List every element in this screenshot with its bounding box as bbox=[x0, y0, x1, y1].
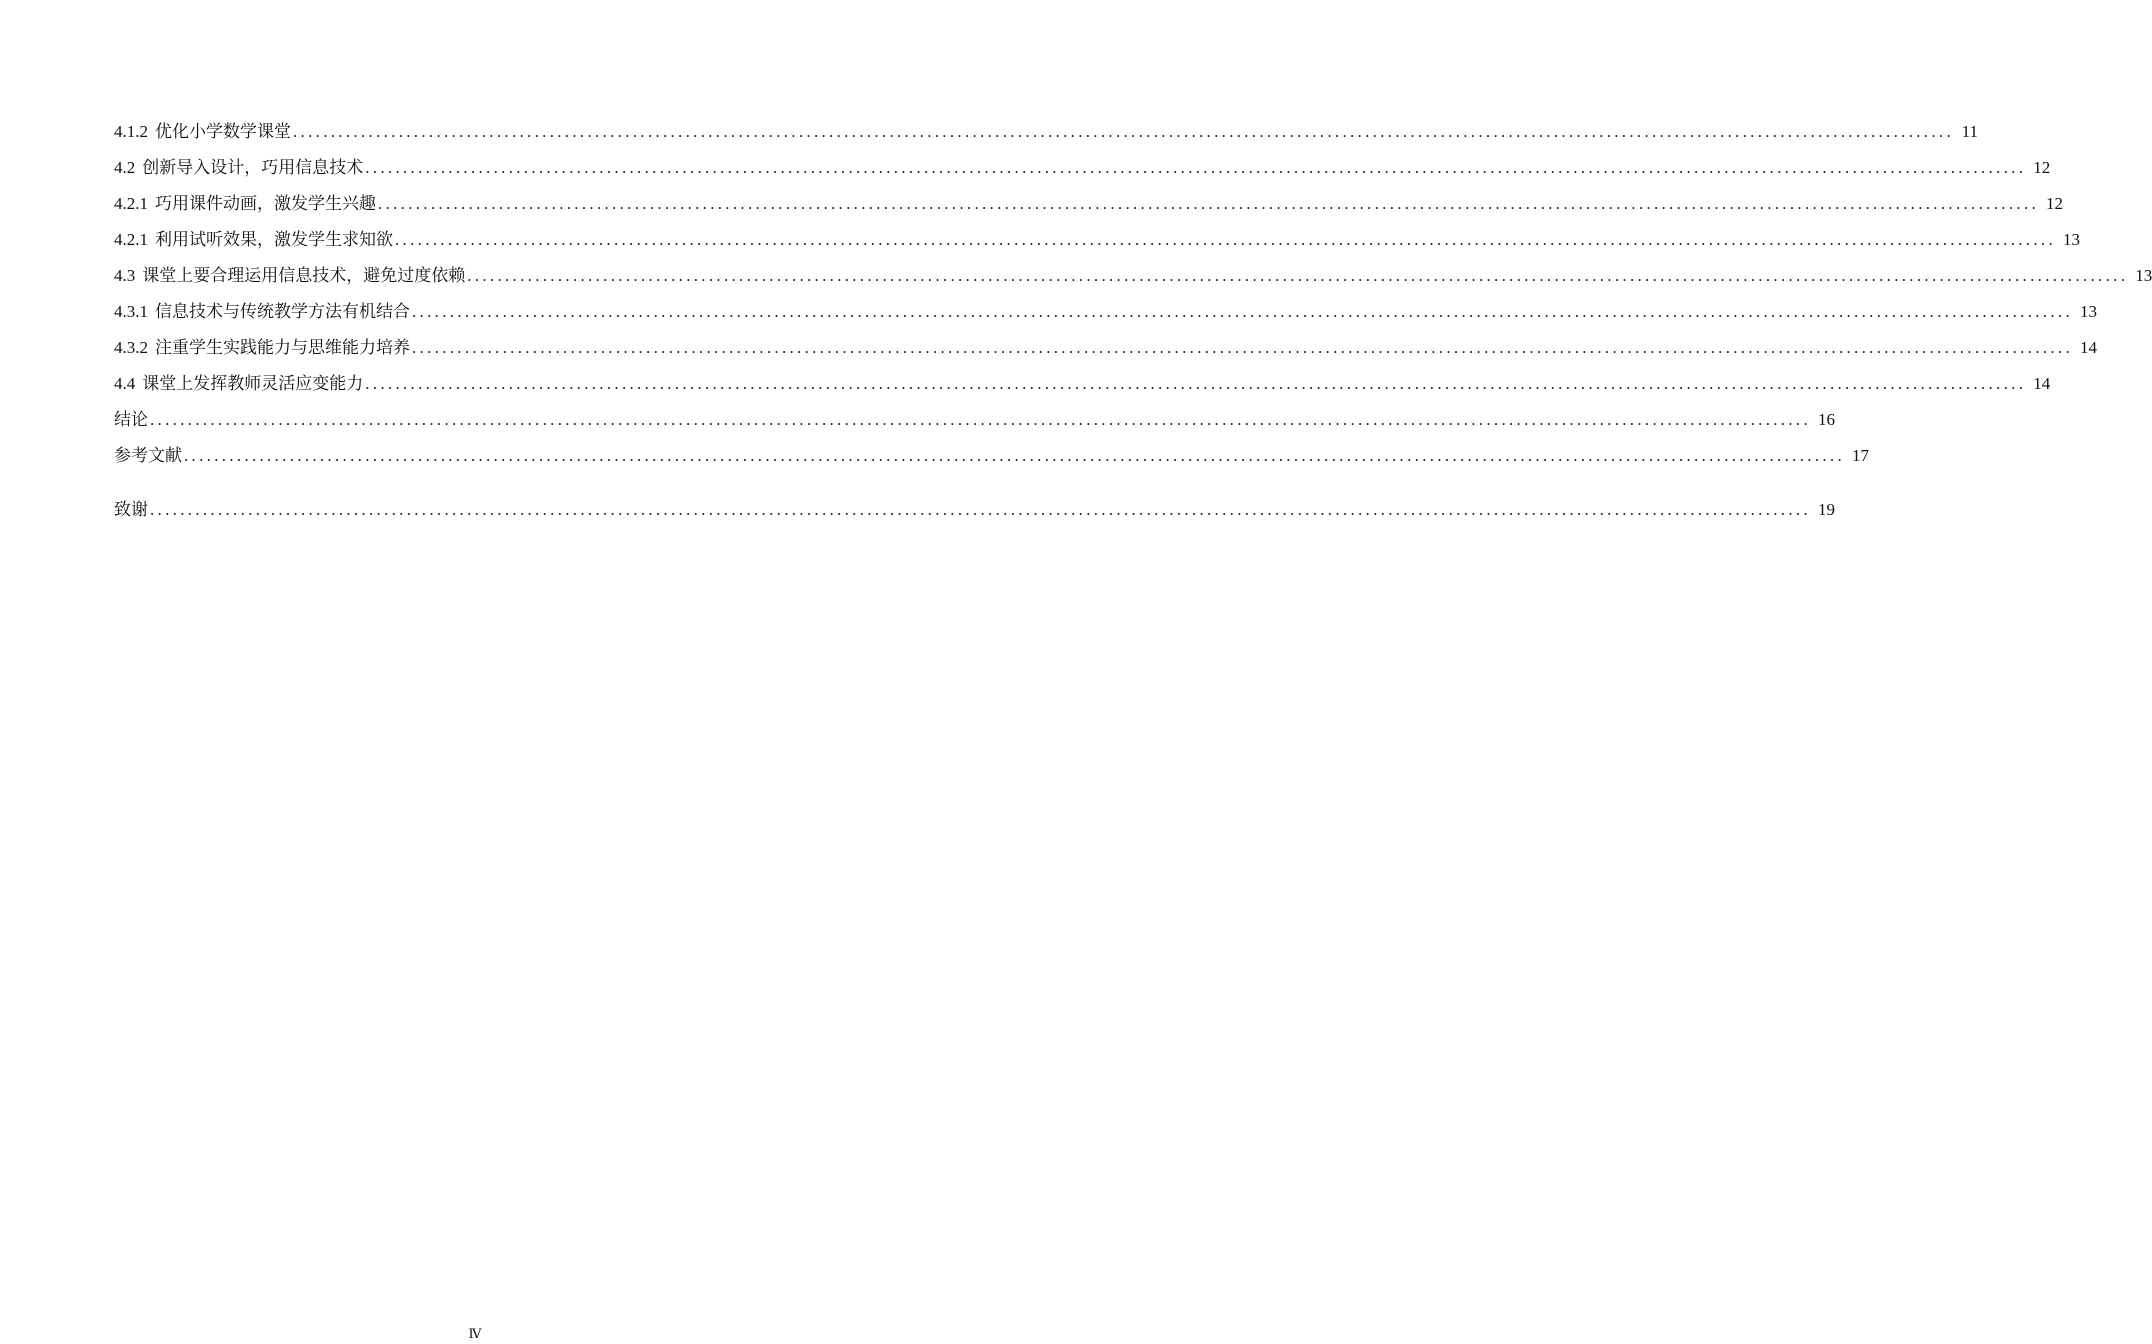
toc-dot-leader: ............................................................................................................................................................................................................................ bbox=[365, 374, 2027, 393]
toc-entry-heading bbox=[114, 372, 363, 396]
toc-entry-heading bbox=[114, 156, 363, 180]
toc-entry-title: 课堂上要合理运用信息技术，避免过度依赖 bbox=[142, 266, 466, 285]
toc-entry-number: 4.2 bbox=[114, 158, 136, 177]
toc-entry[interactable] bbox=[114, 300, 2097, 336]
toc-dot-leader: ............................................................................................................................................................................................................................ bbox=[412, 338, 2073, 357]
toc-entry-title: 巧用课件动画，激发学生兴趣 bbox=[155, 194, 376, 213]
toc-entry-page: 13 bbox=[2080, 302, 2097, 321]
toc-entry-conclusion[interactable] bbox=[114, 408, 1835, 444]
toc-entry-page: 14 bbox=[2033, 374, 2051, 393]
toc-entry-title: 课堂上发挥教师灵活应变能力 bbox=[142, 374, 364, 393]
toc-entry[interactable] bbox=[114, 120, 1978, 156]
toc-dot-leader: ............................................................................................................................................................................................................................ bbox=[412, 302, 2073, 321]
toc-entry-heading bbox=[114, 264, 465, 288]
toc-entry[interactable] bbox=[114, 372, 2051, 408]
toc-entry-page: 14 bbox=[2080, 338, 2097, 357]
toc-entry-page: 17 bbox=[1852, 446, 1869, 465]
toc-entry-number: 4.2.1 bbox=[114, 194, 148, 213]
toc-dot-leader: ............................................................................................................................................................................................................................ bbox=[395, 230, 2056, 249]
toc-dot-leader: ............................................................................................................................................................................................................................ bbox=[150, 500, 1811, 519]
toc-entry-heading bbox=[114, 300, 410, 324]
toc-entry-title: 参考文献 bbox=[114, 446, 182, 465]
toc-dot-leader: ............................................................................................................................................................................................................................ bbox=[365, 158, 2027, 177]
toc-entry-heading bbox=[114, 228, 393, 252]
toc-entry-heading bbox=[114, 336, 410, 360]
toc-dot-leader: ............................................................................................................................................................................................................................ bbox=[378, 194, 2039, 213]
toc-dot-leader: ............................................................................................................................................................................................................................ bbox=[150, 410, 1811, 429]
table-of-contents bbox=[114, 120, 2152, 522]
toc-entry[interactable] bbox=[114, 228, 2080, 264]
toc-entry-heading bbox=[114, 192, 376, 216]
toc-entry[interactable] bbox=[114, 192, 2063, 228]
toc-entry-title: 创新导入设计，巧用信息技术 bbox=[142, 158, 364, 177]
toc-dot-leader: ............................................................................................................................................................................................................................ bbox=[467, 266, 2129, 285]
toc-entry-title: 结论 bbox=[114, 410, 148, 429]
toc-entry-title: 信息技术与传统教学方法有机结合 bbox=[155, 302, 410, 321]
toc-entry-number: 4.3.2 bbox=[114, 338, 148, 357]
toc-entry-number: 4.3.1 bbox=[114, 302, 148, 321]
page-number: Ⅳ bbox=[468, 1326, 482, 1341]
toc-entry-number: 4.1.2 bbox=[114, 122, 148, 141]
toc-entry-number: 4.3 bbox=[114, 266, 136, 285]
toc-entry[interactable] bbox=[114, 156, 2051, 192]
toc-entry-page: 11 bbox=[1961, 122, 1978, 141]
toc-entry-title: 优化小学数学课堂 bbox=[155, 122, 291, 141]
toc-entry-title: 利用试听效果，激发学生求知欲 bbox=[155, 230, 393, 249]
toc-entry-title: 注重学生实践能力与思维能力培养 bbox=[155, 338, 410, 357]
toc-entry-page: 13 bbox=[2063, 230, 2080, 249]
toc-entry-heading bbox=[114, 120, 291, 144]
toc-dot-leader: ............................................................................................................................................................................................................................ bbox=[293, 122, 1954, 141]
toc-entry-page: 16 bbox=[1818, 410, 1835, 429]
toc-entry[interactable] bbox=[114, 264, 2152, 300]
toc-entry[interactable] bbox=[114, 336, 2097, 372]
toc-entry-page: 13 bbox=[2135, 266, 2152, 285]
toc-entry-title: 致谢 bbox=[114, 500, 148, 519]
toc-entry-acknowledgements[interactable] bbox=[114, 480, 1835, 522]
toc-entry-references[interactable] bbox=[114, 444, 1869, 480]
toc-entry-number: 4.2.1 bbox=[114, 230, 148, 249]
toc-entry-number: 4.4 bbox=[114, 374, 136, 393]
toc-entry-page: 12 bbox=[2033, 158, 2051, 177]
toc-entry-page: 19 bbox=[1818, 500, 1835, 519]
toc-dot-leader: ............................................................................................................................................................................................................................ bbox=[184, 446, 1845, 465]
toc-entry-page: 12 bbox=[2046, 194, 2063, 213]
